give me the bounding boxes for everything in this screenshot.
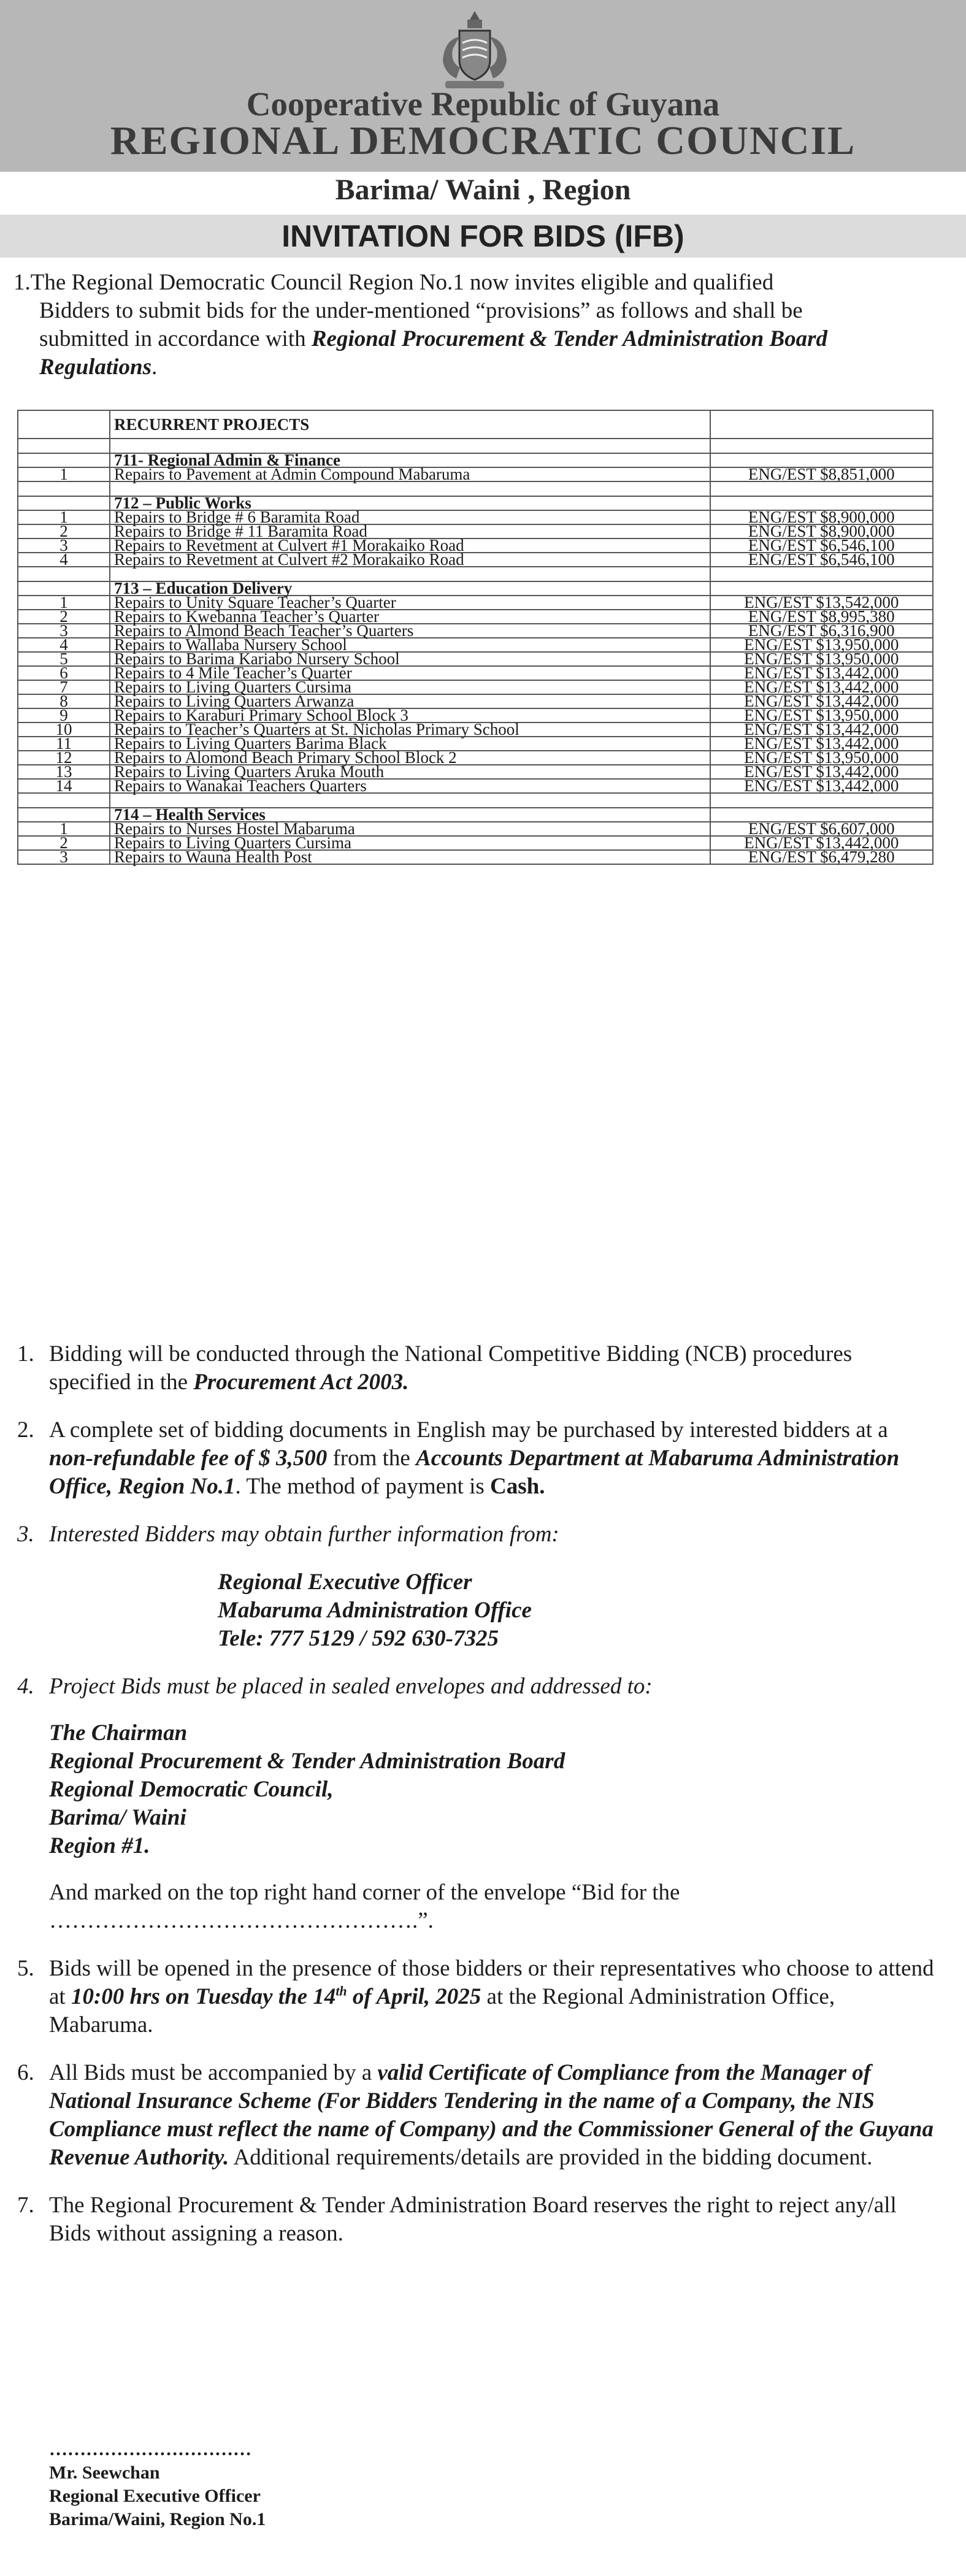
item-estimate: ENG/EST $6,546,100 (710, 553, 933, 567)
item-estimate: ENG/EST $13,442,000 (710, 694, 933, 708)
hdr-row (18, 410, 933, 439)
note-emphasis: valid Certificate of Compliance from the Manager of National Insurance Scheme (For Bidders Tendering in the name of a Company, the NIS Compliance must reflect the name of Company) and the Commissioner General of the Guyana Revenue Authority. (49, 2060, 934, 2170)
note-text: Project Bids must be placed in sealed envelopes and addressed to: (49, 1674, 653, 1699)
item-number: 2 (18, 836, 110, 850)
item-estimate: ENG/EST $13,442,000 (710, 779, 933, 793)
item-number: 3 (18, 539, 110, 553)
item-estimate: ENG/EST $6,546,100 (710, 539, 933, 553)
opening-date: of April, 2025 (347, 1984, 481, 2009)
item-number: 5 (18, 652, 110, 666)
item-description: Repairs to Living Quarters Aruka Mouth (110, 765, 710, 779)
note-text: Additional requirements/details are provided in the bidding document. (229, 2145, 873, 2170)
table-cell (18, 567, 110, 581)
region-name: Barima/ Waini , Region (335, 174, 631, 206)
item-number: 6 (18, 666, 110, 680)
address-line: Regional Procurement & Tender Administration Board (49, 1749, 565, 1774)
item-description: Repairs to Bridge # 6 Baramita Road (110, 510, 710, 524)
item-description: Repairs to Revetment at Culvert #2 Morakaiko Road (110, 553, 710, 567)
table-row (18, 467, 933, 481)
note-number: 4. (17, 1674, 34, 1699)
item-number: 3 (18, 624, 110, 638)
item-number: 10 (18, 723, 110, 737)
signatory-title: Regional Executive Officer (49, 2486, 261, 2506)
item-number: 9 (18, 708, 110, 723)
item-estimate: ENG/EST $13,442,000 (710, 666, 933, 680)
note-4 (17, 1673, 937, 1935)
item-estimate: ENG/EST $13,442,000 (710, 836, 933, 850)
item-number: 4 (18, 638, 110, 652)
note-text: Bids will be opened in the presence of those bidders or their representatives who choose to attend at (49, 1956, 934, 2009)
item-number: 2 (18, 524, 110, 539)
section-title: 714 – Health Services (110, 808, 710, 822)
note-7 (17, 2191, 937, 2248)
signature-block (49, 2438, 478, 2531)
item-number: 12 (18, 751, 110, 765)
section-title: 712 – Public Works (110, 496, 710, 510)
table-row (18, 779, 933, 793)
signature-line: …………………………… (49, 2439, 251, 2459)
note-emphasis: Accounts Department at Mabaruma Administration Office, Region No.1 (49, 1446, 900, 1499)
item-description: Repairs to Wallaba Nursery School (110, 638, 710, 652)
signatory-name: Mr. Seewchan (49, 2463, 160, 2483)
intro-emphasis: Regulations (39, 355, 151, 380)
envelope-marking: And marked on the top right hand corner of the envelope “Bid for the ………………………………………….”. (49, 1880, 680, 1933)
section-title: 711- Regional Admin & Finance (110, 453, 710, 467)
note-text: Interested Bidders may obtain further information from: (49, 1522, 559, 1547)
note-number: 3. (17, 1522, 34, 1547)
item-description: Repairs to Bridge # 11 Baramita Road (110, 524, 710, 539)
item-description: Repairs to Nurses Hostel Mabaruma (110, 822, 710, 836)
item-number: 4 (18, 553, 110, 567)
note-5 (17, 1955, 937, 2039)
address-line: Barima/ Waini (49, 1805, 186, 1830)
item-number: 7 (18, 680, 110, 694)
item-description: Repairs to Revetment at Culvert #1 Morakaiko Road (110, 539, 710, 553)
note-text: The Regional Procurement & Tender Administration Board reserves the right to reject any/all Bids without assigning a reason. (49, 2193, 897, 2246)
note-2 (17, 1416, 937, 1501)
address-line: Region #1. (49, 1833, 150, 1858)
note-number: 2. (17, 1417, 34, 1443)
table-cell (710, 410, 933, 439)
item-description: Repairs to Barima Kariabo Nursery School (110, 652, 710, 666)
item-description: Repairs to Alomond Beach Primary School Block 2 (110, 751, 710, 765)
item-description: Repairs to Almond Beach Teacher’s Quarters (110, 624, 710, 638)
item-number: 13 (18, 765, 110, 779)
item-description: Repairs to Teacher’s Quarters at St. Nicholas Primary School (110, 723, 710, 737)
page-title: INVITATION FOR BIDS (IFB) (282, 219, 684, 253)
intro-text: submitted in accordance with (39, 326, 312, 351)
table-cell (710, 439, 933, 453)
intro-text: . (151, 355, 158, 380)
item-estimate: ENG/EST $8,900,000 (710, 510, 933, 524)
note-3 (17, 1520, 937, 1653)
table-cell (710, 567, 933, 581)
item-number: 8 (18, 694, 110, 708)
item-number: 1 (18, 596, 110, 610)
payment-method: Cash. (490, 1474, 545, 1499)
table-row (18, 850, 933, 864)
note-1 (17, 1340, 937, 1397)
note-text: All Bids must be accompanied by a (49, 2060, 378, 2085)
section-title: 713 – Education Delivery (110, 581, 710, 596)
item-estimate: ENG/EST $6,607,000 (710, 822, 933, 836)
intro-text: The Regional Democratic Council Region No.1 now invites eligible and qualified (30, 270, 774, 295)
item-number: 11 (18, 737, 110, 751)
address-line: The Chairman (49, 1720, 188, 1746)
item-description: Repairs to Wanakai Teachers Quarters (110, 779, 710, 793)
note-emphasis: Procurement Act 2003. (193, 1370, 409, 1395)
item-number: 2 (18, 610, 110, 624)
item-description: Repairs to Living Quarters Barima Black (110, 737, 710, 751)
item-number: 1 (18, 822, 110, 836)
note-text: from the (327, 1446, 416, 1471)
contact-title: Regional Executive Officer (218, 1570, 472, 1595)
table-row (18, 553, 933, 567)
table-cell (18, 481, 110, 496)
item-number: 1 (18, 510, 110, 524)
item-description: Repairs to Living Quarters Cursima (110, 836, 710, 850)
signatory-region: Barima/Waini, Region No.1 (49, 2509, 266, 2529)
note-number: 5. (17, 1956, 34, 1981)
table-cell (18, 793, 110, 808)
item-estimate: ENG/EST $6,316,900 (710, 624, 933, 638)
item-estimate: ENG/EST $13,950,000 (710, 638, 933, 652)
opening-date: 10:00 hrs on Tuesday the 14 (71, 1984, 336, 2009)
item-description: Repairs to Living Quarters Cursima (110, 680, 710, 694)
item-number: 14 (18, 779, 110, 793)
item-estimate: ENG/EST $13,442,000 (710, 723, 933, 737)
item-estimate: ENG/EST $13,950,000 (710, 751, 933, 765)
item-number: 1 (18, 467, 110, 481)
item-number: 3 (18, 850, 110, 864)
item-description: Repairs to Pavement at Admin Compound Mabaruma (110, 467, 710, 481)
item-estimate: ENG/EST $8,851,000 (710, 467, 933, 481)
item-description: Repairs to Kwebanna Teacher’s Quarter (110, 610, 710, 624)
note-emphasis: non-refundable fee of $ 3,500 (49, 1446, 328, 1471)
council-name: REGIONAL DEMOCRATIC COUNCIL (110, 118, 856, 163)
item-description: Repairs to Karaburi Primary School Block 3 (110, 708, 710, 723)
address-line: Regional Democratic Council, (49, 1777, 334, 1802)
item-estimate: ENG/EST $13,542,000 (710, 596, 933, 610)
projects-table (17, 410, 933, 865)
coat-of-arms-icon (432, 6, 518, 92)
item-estimate: ENG/EST $8,900,000 (710, 524, 933, 539)
note-text: at the Regional Administration Office, Mabaruma. (49, 1984, 835, 2037)
item-estimate: ENG/EST $6,479,280 (710, 850, 933, 864)
item-description: Repairs to 4 Mile Teacher’s Quarter (110, 666, 710, 680)
intro-text: Bidders to submit bids for the under-mentioned “provisions” as follows and shall be (39, 298, 803, 323)
contact-phone: Tele: 777 5129 / 592 630-7325 (218, 1626, 499, 1651)
item-estimate: ENG/EST $8,995,380 (710, 610, 933, 624)
item-estimate: ENG/EST $13,442,000 (710, 737, 933, 751)
note-text: Bidding will be conducted through the National Competitive Bidding (NCB) procedures specified in the (49, 1341, 853, 1395)
table-cell (18, 439, 110, 453)
intro-paragraph (13, 269, 940, 381)
item-description: Repairs to Living Quarters Arwanza (110, 694, 710, 708)
note-number: 6. (17, 2060, 34, 2085)
item-estimate: ENG/EST $13,950,000 (710, 652, 933, 666)
item-estimate: ENG/EST $13,950,000 (710, 708, 933, 723)
table-cell (710, 793, 933, 808)
note-6 (17, 2059, 937, 2172)
table-cell (18, 410, 110, 439)
ordinal-suffix: th (335, 1983, 347, 1999)
intro-emphasis: Regional Procurement & Tender Administration Board (311, 326, 828, 351)
item-estimate: ENG/EST $13,442,000 (710, 765, 933, 779)
country-name: Cooperative Republic of Guyana (246, 85, 720, 123)
note-number: 1. (17, 1341, 34, 1367)
note-number: 7. (17, 2193, 34, 2218)
notes (17, 1340, 937, 2267)
item-estimate: ENG/EST $13,442,000 (710, 680, 933, 694)
table-cell (710, 481, 933, 496)
item-description: Repairs to Unity Square Teacher’s Quarter (110, 596, 710, 610)
table-heading: RECURRENT PROJECTS (110, 410, 710, 439)
intro-number: 1. (13, 270, 31, 295)
item-description: Repairs to Wauna Health Post (110, 850, 710, 864)
note-text: . The method of payment is (235, 1474, 490, 1499)
note-text: A complete set of bidding documents in English may be purchased by interested bidders at a (49, 1417, 888, 1443)
contact-office: Mabaruma Administration Office (218, 1598, 532, 1623)
